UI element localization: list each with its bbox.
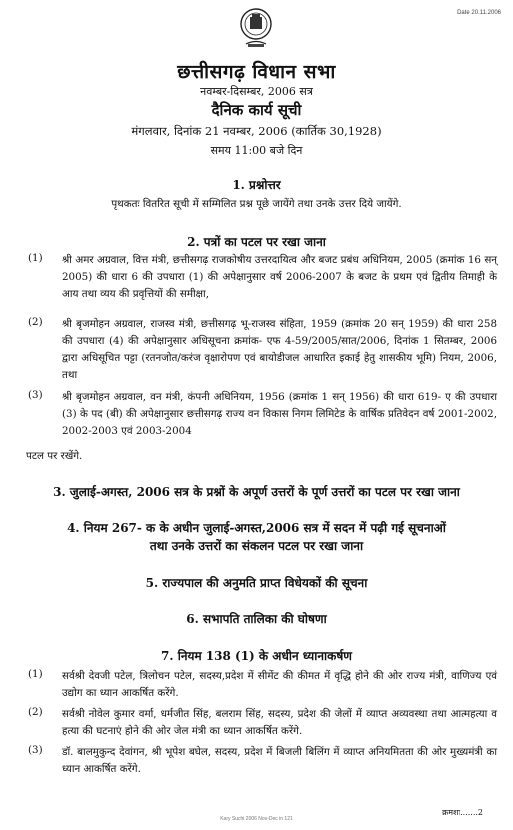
- continued-marker: क्रमशः.......2: [442, 808, 483, 817]
- list-item-number: (3): [28, 744, 43, 756]
- section-3-heading: 3. जुलाई-अगस्त, 2006 सत्र के प्रश्नों के अपूर्ण उत्तरों के पूर्ण उत्तरों का पटल पर रखा जाना: [53, 485, 460, 499]
- emblem-seal-icon: [236, 6, 276, 50]
- list-item-text: सर्वश्री देवजी पटेल, त्रिलोचन पटेल, सदस्य,प्रदेश में सीमेंट की कीमत में वृद्धि होने की ओर राज्य मंत्री, वाणिज्य एवं उद्योग का ध्यान आकर्षित करेंगे.: [62, 670, 497, 699]
- list-item-text: श्री अमर अग्रवाल, वित्त मंत्री, छत्तीसगढ़ राजकोषीय उत्तरदायित्व और बजट प्रबंध अधिनियम, 2005 (क्रमांक 16 सन् 2005) की धारा 6 की उपधारा (1) की अपेक्षानुसार वर्ष 2006-2007 के बजट के प्रथम एवं द्वितीय तिमाही के आय तथा व्यय की प्रवृत्तियों की समीक्षा,: [62, 254, 497, 300]
- section-6-heading: 6. सभापति तालिका की घोषणा: [186, 612, 327, 626]
- list-item-text: श्री बृजमोहन अग्रवाल, राजस्व मंत्री, छत्तीसगढ़ भू-राजस्व संहिता, 1959 (क्रमांक 20 सन् 1959) की धारा 258 की उपधारा (4) की अपेक्षानुसार अधिसूचना क्रमांक- एफ 4-59/2005/सात/2006, दिनांक 1 सितम्बर, 2006 द्वारा अधिसूचित पट्टा (रतनजोत/करंज वृक्षारोपण एवं बायोडीजल आधारित इकाई हेतु शासकीय भूमि) नियम, 2006, तथा: [62, 318, 497, 381]
- session-line: नवम्बर-दिसम्बर, 2006 सत्र: [200, 85, 313, 98]
- assembly-title: छत्तीसगढ़ विधान सभा: [177, 61, 336, 83]
- section-4-heading-line-2: तथा उनके उत्तरों का संकलन पटल पर रखा जाना: [149, 539, 364, 553]
- list-item-number: (2): [28, 316, 43, 328]
- section-1-text: पृथकतः वितरित सूची में सम्मिलित प्रश्न पूछे जायेंगे तथा उनके उत्तर दिये जायेंगे.: [111, 198, 402, 210]
- section-4-heading-line-1: 4. नियम 267- क के अधीन जुलाई-अगस्त,2006 सत्र में सदन में पढ़ी गई सूचनाओं: [67, 521, 446, 535]
- list-item-text: सर्वश्री नोवेल कुमार वर्मा, धर्मजीत सिंह, बलराम सिंह, सदस्य, प्रदेश की जेलों में व्याप्त अव्यवस्था तथा आत्महत्या व हत्या की घटनाएं होने की ओर जेल मंत्री का ध्यान आकर्षित करेंगे.: [62, 708, 497, 737]
- agenda-title: दैनिक कार्य सूची: [211, 101, 302, 119]
- section-2-heading: 2. पत्रों का पटल पर रखा जाना: [187, 235, 326, 249]
- date-line: मंगलवार, दिनांक 21 नवम्बर, 2006 (कार्तिक 30,1928): [131, 124, 382, 138]
- list-item-number: (2): [28, 706, 43, 718]
- section-5-heading: 5. राज्यपाल की अनुमति प्राप्त विधेयकों की सूचना: [145, 576, 368, 590]
- section-1-heading: 1. प्रश्नोत्तर: [232, 178, 281, 192]
- list-item-number: (1): [28, 668, 43, 680]
- section-7-heading: 7. नियम 138 (1) के अधीन ध्यानाकर्षण: [161, 649, 352, 663]
- list-item-text: श्री बृजमोहन अग्रवाल, वन मंत्री, कंपनी अधिनियम, 1956 (क्रमांक 1 सन् 1956) की धारा 619- ए की उपधारा (3) के पद (बी) की अपेक्षानुसार छत्तीसगढ़ राज्य वन विकास निगम लिमिटेड के वार्षिक प्रतिवेदन वर्ष 2001-2002, 2002-2003 एवं 2003-2004: [62, 391, 497, 437]
- document-date: Date 20.11.2006: [457, 10, 501, 16]
- time-line: समय 11:00 बजे दिन: [210, 144, 303, 157]
- list-item-number: (3): [28, 389, 43, 401]
- list-item-number: (1): [28, 252, 43, 264]
- section-2-closing: पटल पर रखेंगे.: [26, 450, 83, 462]
- list-item-text: डॉ. बालमुकुन्द देवांगन, श्री भूपेश बघेल, सदस्य, प्रदेश में बिजली बिलिंग में व्याप्त अनियमितता की ओर मुख्यमंत्री का ध्यान आकर्षित करेंगे.: [62, 746, 497, 775]
- file-reference: Kary Suchi 2006 Nov-Dec in 121: [220, 816, 293, 822]
